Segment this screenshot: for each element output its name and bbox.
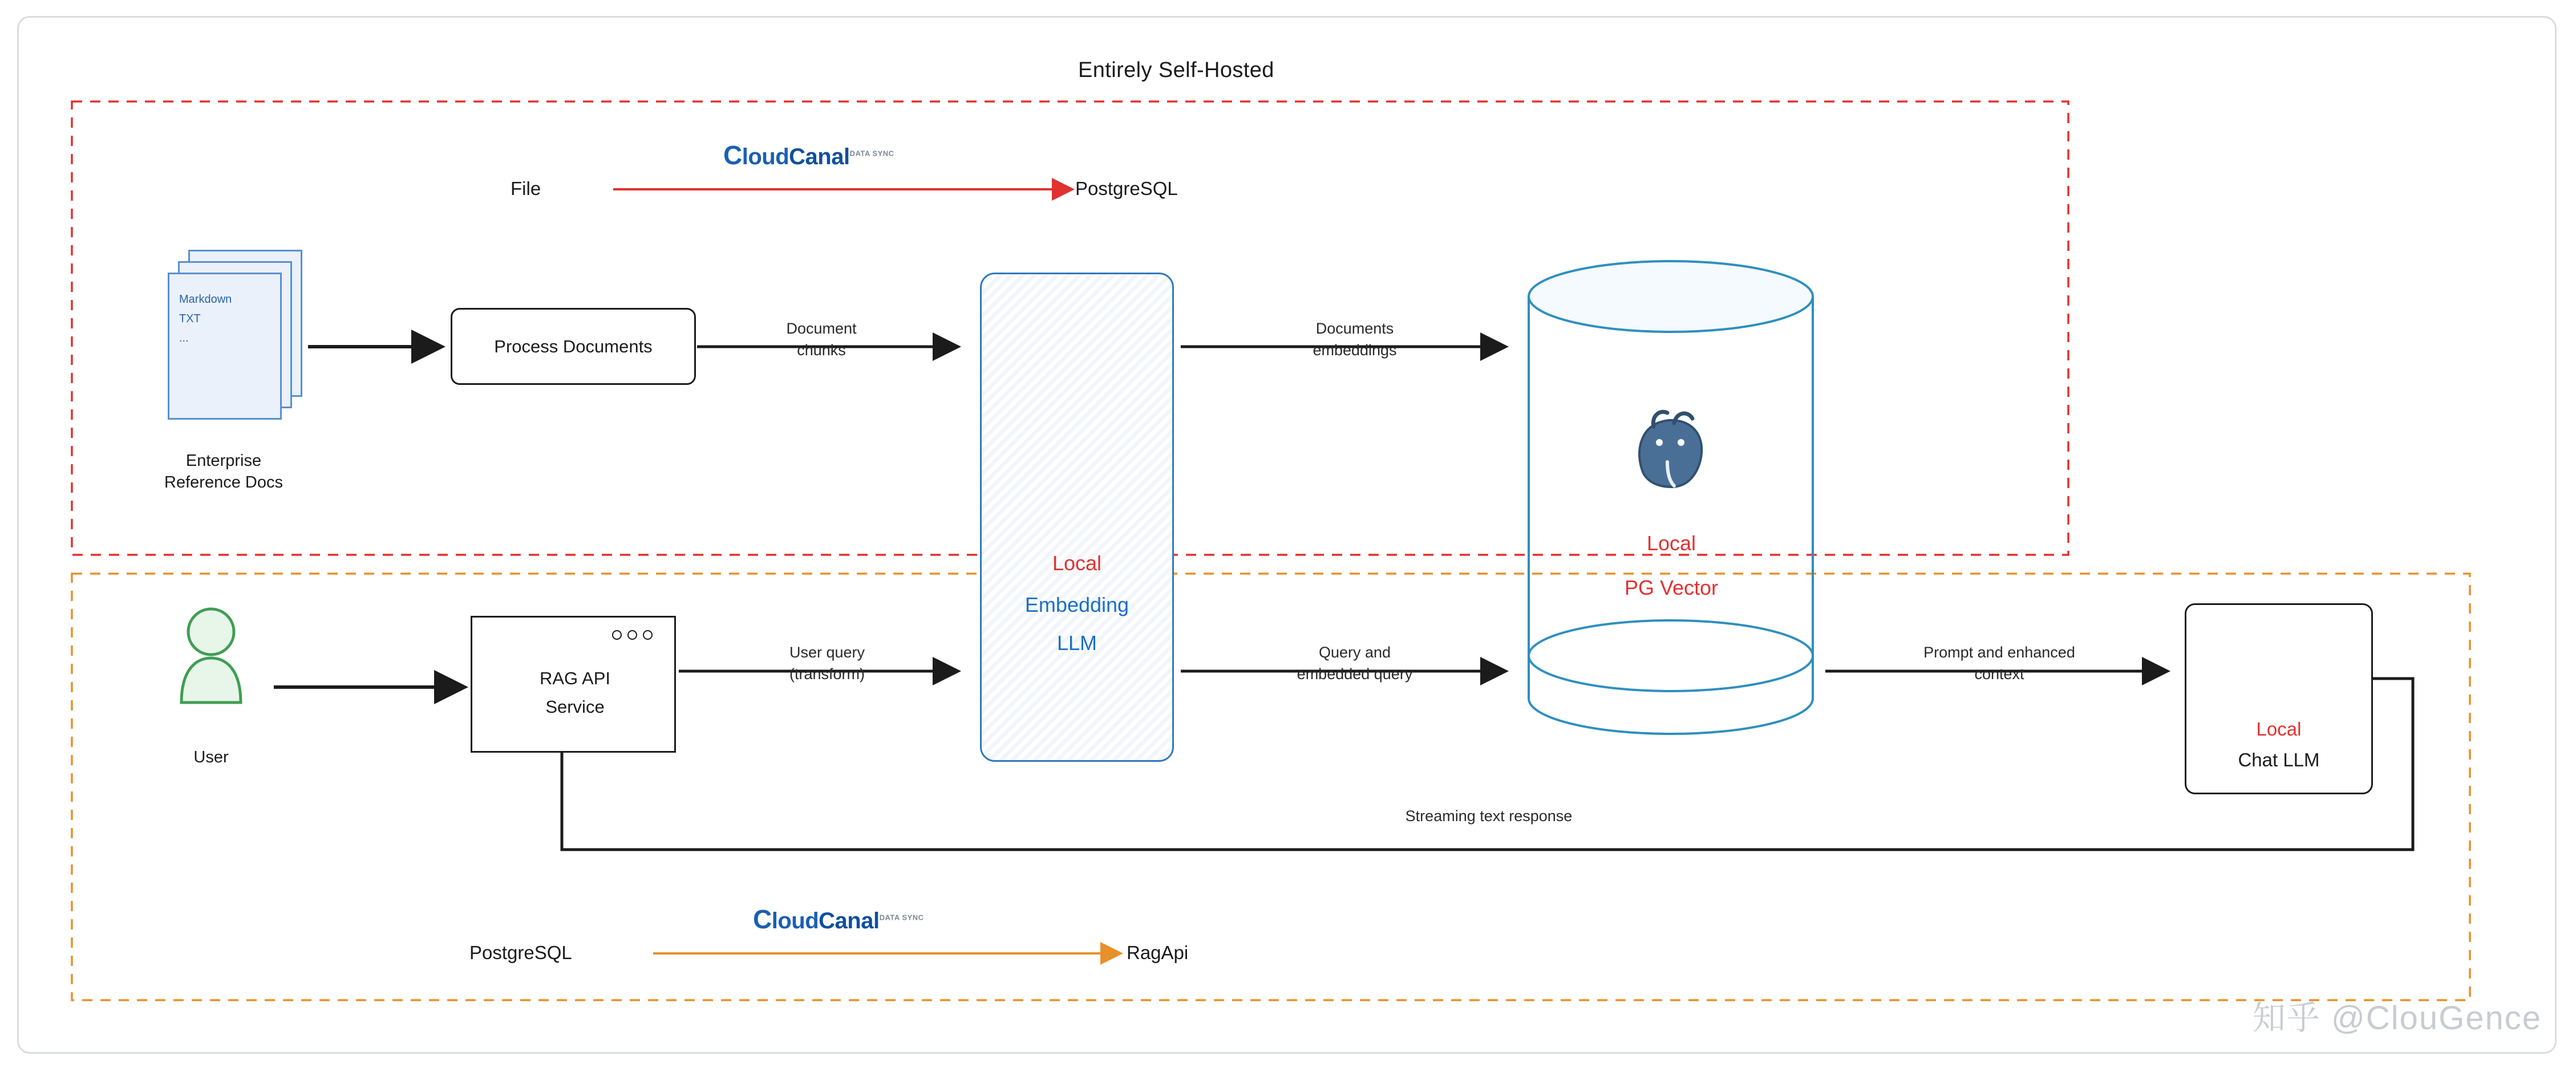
outer-frame: [17, 16, 2557, 1054]
diagram-title: Entirely Self-Hosted: [1078, 58, 1274, 82]
docs-label-line-1: Enterprise: [185, 452, 262, 470]
edge-query-embedded-line1: Query and: [1318, 644, 1391, 661]
embedding-llm-node[interactable]: [980, 273, 1174, 762]
rag-api-line-1: RAG API: [539, 668, 611, 688]
edge-streaming-response: Streaming text response: [1405, 807, 1573, 825]
process-documents-label: Process Documents: [494, 336, 653, 356]
doc-card-line-3: ...: [179, 332, 189, 344]
cloudcanal-logo-bottom: CloudCanal$^{DATA SYNC}$: [753, 904, 924, 934]
embedding-llm-line-2: Embedding: [1024, 593, 1129, 616]
edge-user-query-line1: User query: [789, 644, 865, 661]
process-documents-node[interactable]: [451, 308, 696, 385]
pgvector-line-1: Local: [1646, 531, 1696, 555]
rag-api-line-2: Service: [545, 697, 605, 717]
top-target-label: PostgreSQL: [1075, 178, 1178, 199]
rag-api-service-node[interactable]: [471, 616, 676, 753]
edge-prompt-context-line1: Prompt and enhanced: [1923, 644, 2075, 661]
chat-llm-line-1: Local: [2256, 718, 2302, 740]
edge-document-chunks-line2: chunks: [797, 342, 846, 359]
embedding-llm-line-3: LLM: [1056, 631, 1097, 655]
edge-document-chunks-line1: Document: [786, 320, 857, 337]
watermark: 知乎 @ClouGence: [2252, 1000, 2542, 1037]
doc-card-line-1: Markdown: [179, 293, 232, 306]
edge-prompt-context-line2: context: [1974, 665, 2024, 683]
bottom-target-label: RagApi: [1127, 942, 1189, 963]
chat-llm-line-2: Chat LLM: [2238, 749, 2320, 770]
edge-documents-embeddings-line2: embeddings: [1313, 342, 1397, 359]
docs-label-line-2: Reference Docs: [164, 473, 283, 492]
top-source-label: File: [511, 178, 541, 199]
bottom-source-label: PostgreSQL: [469, 942, 572, 963]
edge-user-query-line2: (transform): [789, 665, 865, 683]
window-dots-icon: [612, 630, 653, 640]
edge-query-embedded-line2: embedded query: [1297, 665, 1413, 683]
user-label: User: [193, 748, 229, 766]
edge-documents-embeddings-line1: Documents: [1315, 320, 1394, 337]
doc-card-line-2: TXT: [179, 312, 201, 325]
cloudcanal-logo-top: CloudCanal$^{DATA SYNC}$: [723, 140, 894, 170]
pgvector-line-2: PG Vector: [1624, 576, 1719, 599]
embedding-llm-line-1: Local: [1052, 551, 1102, 575]
